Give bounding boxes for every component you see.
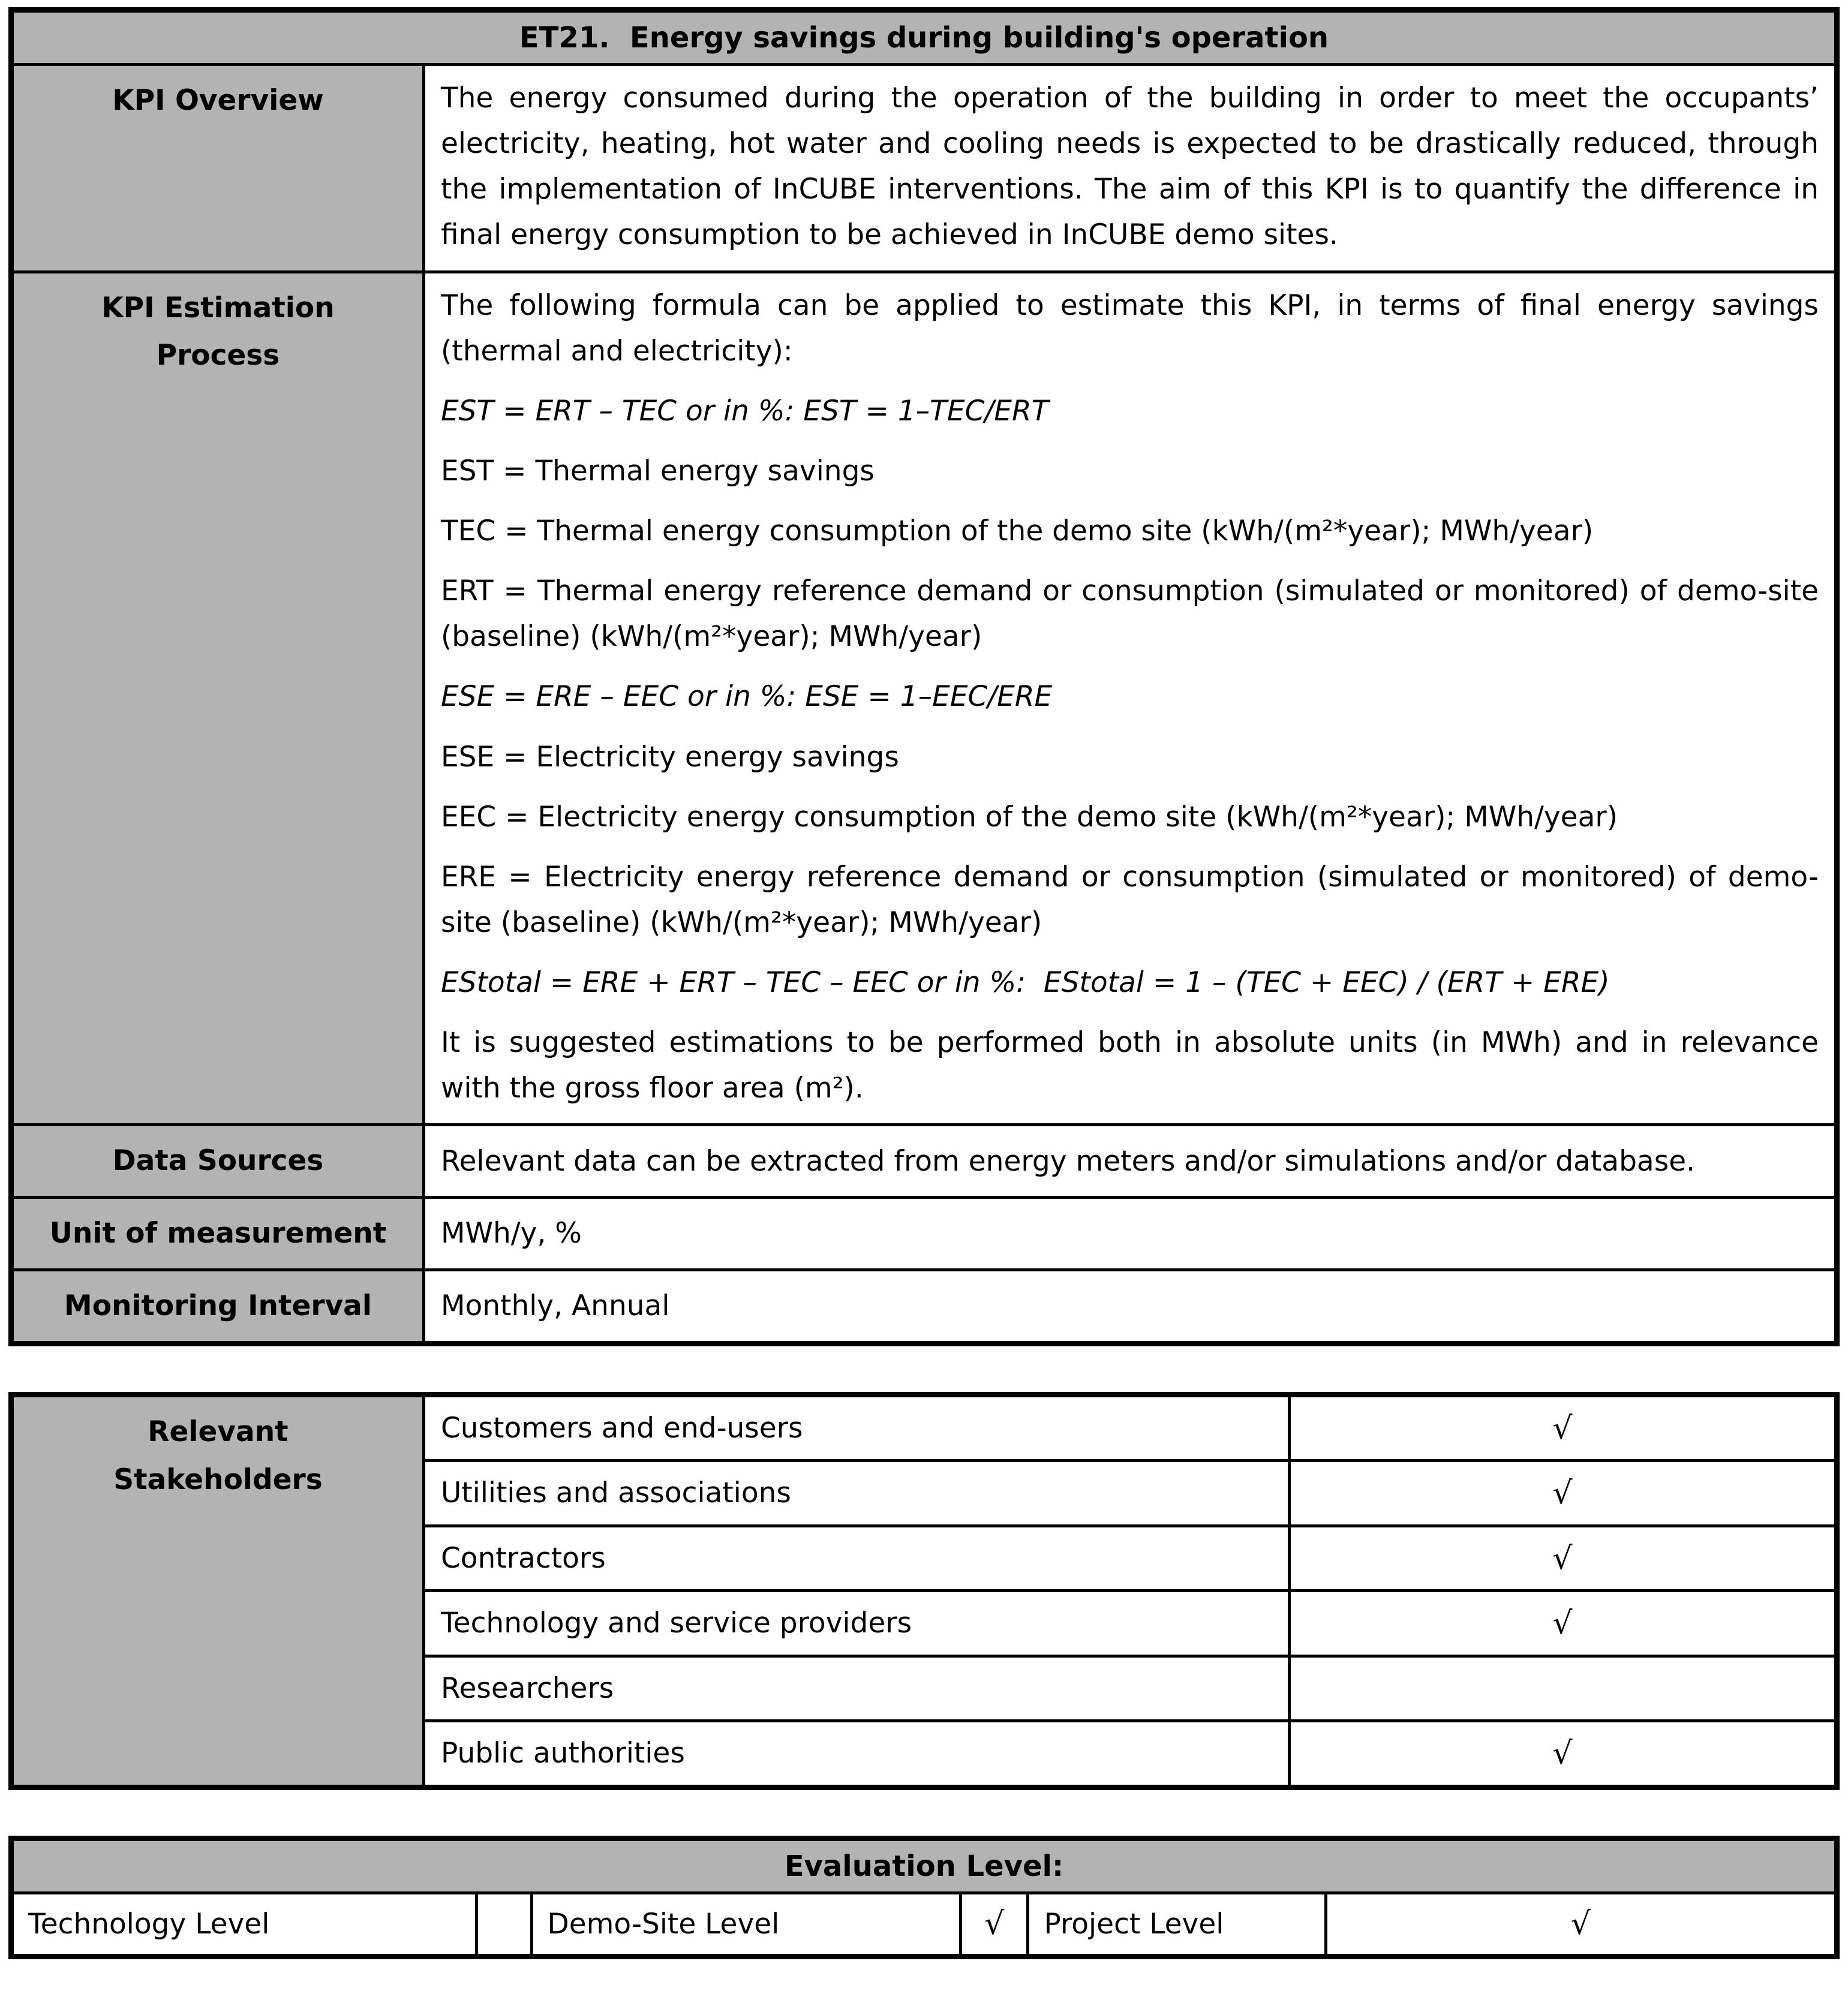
kpi-estimation-label: KPI Estimation Process xyxy=(11,272,424,1125)
data-sources-label: Data Sources xyxy=(11,1125,424,1198)
estimation-line: ESE = Electricity energy savings xyxy=(440,740,899,774)
estimation-formula-total: EStotal = ERE + ERT – TEC – EEC or in %: EStotal = 1 – (TEC + EEC) / (ERT + ERE) xyxy=(440,966,1610,999)
eval-demo-site-label: Demo-Site Level xyxy=(531,1893,960,1956)
evaluation-levels-row xyxy=(11,1893,1837,1956)
estimation-formula-electricity: ESE = ERE – EEC or in %: ESE = 1–EEC/ERE xyxy=(440,680,1053,714)
stakeholder-name: Customers and end-users xyxy=(423,1395,1289,1461)
unit-of-measurement-label: Unit of measurement xyxy=(11,1198,424,1270)
stakeholder-name: Contractors xyxy=(423,1526,1289,1590)
eval-technology-label: Technology Level xyxy=(11,1893,477,1956)
eval-project-label: Project Level xyxy=(1028,1893,1326,1956)
estimation-line: EEC = Electricity energy consumption of the demo site (kWh/(m²*year); MWh/year) xyxy=(440,800,1618,834)
kpi-title-row xyxy=(11,10,1837,65)
estimation-line: The following formula can be applied to estimate this KPI, in terms of final energy savings (thermal and electricity): xyxy=(440,288,1819,368)
monitoring-interval-label: Monitoring Interval xyxy=(11,1270,424,1344)
kpi-overview-row xyxy=(11,65,1837,272)
kpi-table xyxy=(8,7,1840,1346)
kpi-estimation-row xyxy=(11,272,1837,1125)
stakeholder-name: Public authorities xyxy=(423,1721,1289,1787)
estimation-line: It is suggested estimations to be performed both in absolute units (in MWh) and in relevance with the gross floor area (m²). xyxy=(440,1026,1819,1105)
eval-demo-site-check: √ xyxy=(960,1893,1028,1956)
unit-row xyxy=(11,1198,1837,1270)
stakeholder-check: √ xyxy=(1289,1461,1837,1526)
estimation-line: EST = Thermal energy savings xyxy=(440,454,875,488)
stakeholder-row xyxy=(11,1395,1837,1461)
estimation-line: ERE = Electricity energy reference demand or consumption (simulated or monitored) of demo-site (baseline) (kWh/(m²*year); MWh/year) xyxy=(440,860,1819,939)
estimation-line: TEC = Thermal energy consumption of the demo site (kWh/(m²*year); MWh/year) xyxy=(440,515,1594,548)
estimation-line: ERT = Thermal energy reference demand or consumption (simulated or monitored) of demo-site (baseline) (kWh/(m²*year); MWh/year) xyxy=(440,575,1819,654)
stakeholder-check: √ xyxy=(1289,1526,1837,1590)
kpi-table-title: ET21. Energy savings during building's operation xyxy=(11,10,1837,65)
stakeholder-check xyxy=(1289,1656,1837,1721)
stakeholder-check: √ xyxy=(1289,1591,1837,1656)
stakeholder-check: √ xyxy=(1289,1721,1837,1787)
evaluation-table xyxy=(8,1836,1840,1959)
data-sources-row xyxy=(11,1125,1837,1198)
eval-technology-check xyxy=(477,1893,531,1956)
stakeholder-name: Researchers xyxy=(423,1656,1289,1721)
kpi-overview-label: KPI Overview xyxy=(11,65,424,272)
kpi-estimation-content xyxy=(423,272,1837,1125)
estimation-formula-thermal: EST = ERT – TEC or in %: EST = 1–TEC/ERT xyxy=(440,394,1049,428)
stakeholders-label: Relevant Stakeholders xyxy=(11,1395,424,1788)
stakeholder-name: Utilities and associations xyxy=(423,1461,1289,1526)
monitoring-interval-row xyxy=(11,1270,1837,1344)
eval-project-check: √ xyxy=(1326,1893,1837,1956)
monitoring-interval-value: Monthly, Annual xyxy=(423,1270,1837,1344)
unit-of-measurement-value: MWh/y, % xyxy=(423,1198,1837,1270)
stakeholders-table xyxy=(8,1392,1840,1790)
data-sources-value: Relevant data can be extracted from energy meters and/or simulations and/or database. xyxy=(423,1125,1837,1198)
evaluation-title-row xyxy=(11,1838,1837,1893)
stakeholder-check: √ xyxy=(1289,1395,1837,1461)
stakeholder-name: Technology and service providers xyxy=(423,1591,1289,1656)
kpi-overview-text: The energy consumed during the operation of the building in order to meet the occupants’ electricity, heating, hot water and cooling needs is expected to be drastically reduced, through the implementation of InCUBE interventions. The aim of this KPI is to quantify the difference in final energy consumption to be achieved in InCUBE demo sites. xyxy=(423,65,1837,272)
evaluation-title: Evaluation Level: xyxy=(11,1838,1837,1893)
